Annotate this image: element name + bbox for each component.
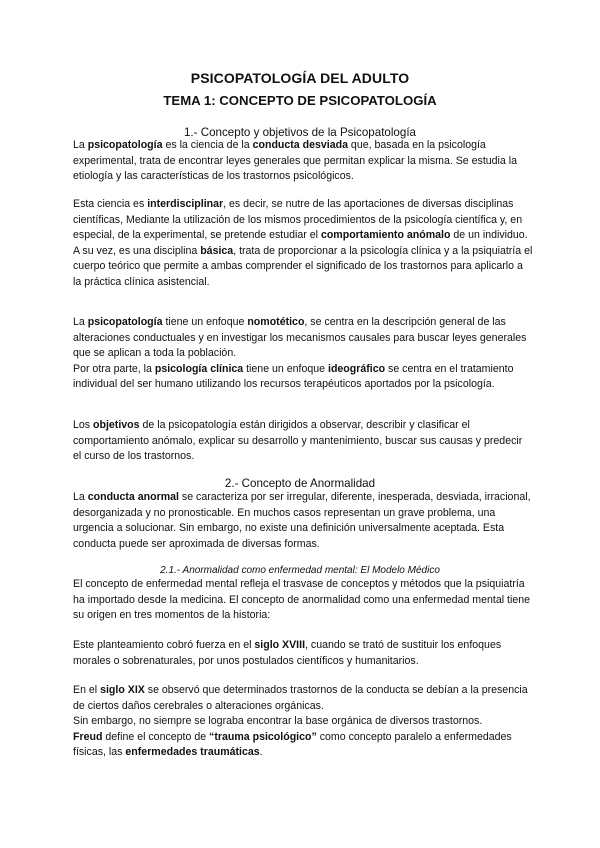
document-title: PSICOPATOLOGÍA DEL ADULTO xyxy=(190,70,410,86)
paragraph: En el siglo XIX se observó que determinados trastornos de la conducta se debían a la presencia de ciertos daños cerebrales o alteraciones orgánicas. Sin embargo, no siempre se lograba encontrar la base orgánica de diversos trastornos. Freud define el concepto de “trauma psicológico” como concepto paralelo a enfermedades físicas, las enfermedades traumáticas. xyxy=(73,684,528,759)
paragraph: La psicopatología tiene un enfoque nomotético, se centra en la descripción general de las alteraciones conductuales y en investigar los mecanismos causales para buscar leyes generales que se aplican a toda la población. Por otra parte, la psicología clínica tiene un enfoque ideográfico se centra en el tratamiento individual del ser humano utilizando los recursos terapéuticos aportados por la psicología. xyxy=(73,316,527,391)
paragraph: Este planteamiento cobró fuerza en el siglo XVIII, cuando se trató de sustituir los enfoques morales o sobrenaturales, por unos postulados científicos y humanitarios. xyxy=(73,639,502,667)
document-subtitle: TEMA 1: CONCEPTO DE PSICOPATOLOGÍA xyxy=(163,93,437,108)
paragraph: Los objetivos de la psicopatología están dirigidos a observar, describir y clasificar el comportamiento anómalo, explicar su desarrollo y mantenimiento, buscar sus causas y predecir el curso de los trastornos. xyxy=(73,419,523,463)
paragraph: La psicopatología es la ciencia de la conducta desviada que, basada en la psicología experimental, trata de encontrar leyes generales que permitan explicar la misma. Se estudia la etiología y las características de los trastornos psicológicos. xyxy=(73,139,517,183)
paragraph: Esta ciencia es interdisciplinar, es decir, se nutre de las aportaciones de diversas disciplinas científicas, Mediante la utilización de los mismos procedimientos de la psicología científica y, en especial, de la experimental, se pretende estudiar el comportamiento anómalo de un individuo. A su vez, es una disciplina básica, trata de proporcionar a la psicología clínica y a la psiquiatría el cuerpo teórico que permite a ambas comprender el significado de los trastornos para aplicarlo a la práctica clínica asistencial. xyxy=(73,198,533,288)
subsection-heading: 2.1.- Anormalidad como enfermedad mental: El Modelo Médico xyxy=(160,565,440,576)
paragraph: La conducta anormal se caracteriza por ser irregular, diferente, inesperada, desviada, irracional, desorganizada y no pronosticable. En muchos casos representan un grave problema, una urgencia a solucionar. Sin embargo, no existe una definición universalmente aceptada. Esta conducta puede ser aproximada de diversas formas. xyxy=(73,491,531,550)
section-heading-1: 1.- Concepto y objetivos de la Psicopatología xyxy=(183,126,417,139)
paragraph: El concepto de enfermedad mental refleja el trasvase de conceptos y métodos que la psiquiatría ha importado desde la medicina. El concepto de anormalidad como una enfermedad mental tiene su origen en tres momentos de la historia: xyxy=(73,578,530,622)
section-heading-2: 2.- Concepto de Anormalidad xyxy=(224,477,376,490)
